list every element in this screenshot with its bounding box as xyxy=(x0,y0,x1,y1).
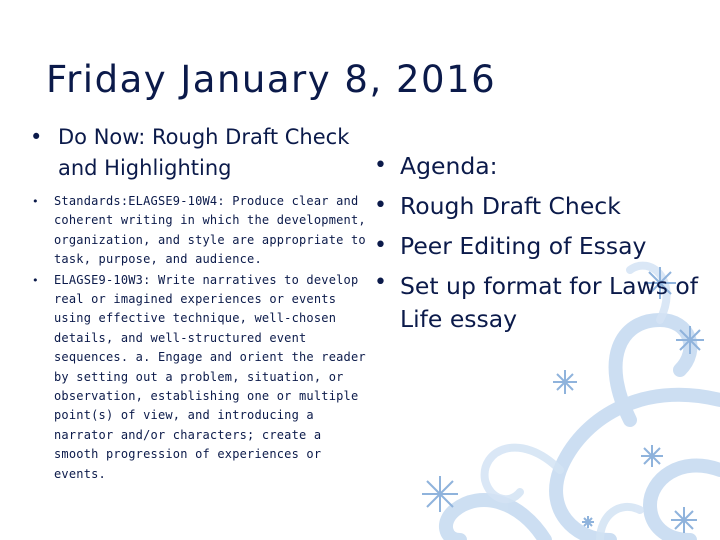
standard-item xyxy=(28,192,368,270)
agenda-item xyxy=(370,146,710,186)
standard-text: ELAGSE9-10W3: Write narratives to develop real or imagined experiences or events using effective technique, well-chosen details, and well-structured event sequences. a. Engage and orient the reader by setting out a problem, situation, or observation, establishing one or multiple point(s) of view, and introducing a narrator and/or characters; create a smooth progression of experiences or events. xyxy=(54,272,366,481)
agenda-text: Peer Editing of Essay xyxy=(400,232,647,260)
do-now-text: Do Now: Rough Draft Check and Highlighting xyxy=(58,125,350,180)
bullet-icon: • xyxy=(374,270,387,295)
agenda-item xyxy=(370,226,710,266)
bullet-icon: • xyxy=(374,233,387,258)
bullet-icon: • xyxy=(32,273,39,287)
agenda-text: Agenda: xyxy=(400,152,498,180)
bullet-icon: • xyxy=(374,193,387,218)
left-column xyxy=(28,122,368,484)
agenda-item xyxy=(370,266,710,336)
standards-list xyxy=(28,192,368,484)
standard-item xyxy=(28,271,368,484)
bullet-icon: • xyxy=(374,153,387,178)
bullet-icon: • xyxy=(32,195,39,208)
do-now-bullet xyxy=(28,122,368,184)
agenda-text: Rough Draft Check xyxy=(400,192,621,220)
slide-title: Friday January 8, 2016 xyxy=(46,58,497,101)
agenda-item xyxy=(370,186,710,226)
agenda-column xyxy=(370,146,710,336)
agenda-text: Set up format for Laws of Life essay xyxy=(400,272,699,333)
bullet-icon: • xyxy=(30,125,43,149)
standard-text: Standards:ELAGSE9-10W4: Produce clear and coherent writing in which the development, organization, and style are appropriate to task, purpose, and audience. xyxy=(54,194,366,267)
